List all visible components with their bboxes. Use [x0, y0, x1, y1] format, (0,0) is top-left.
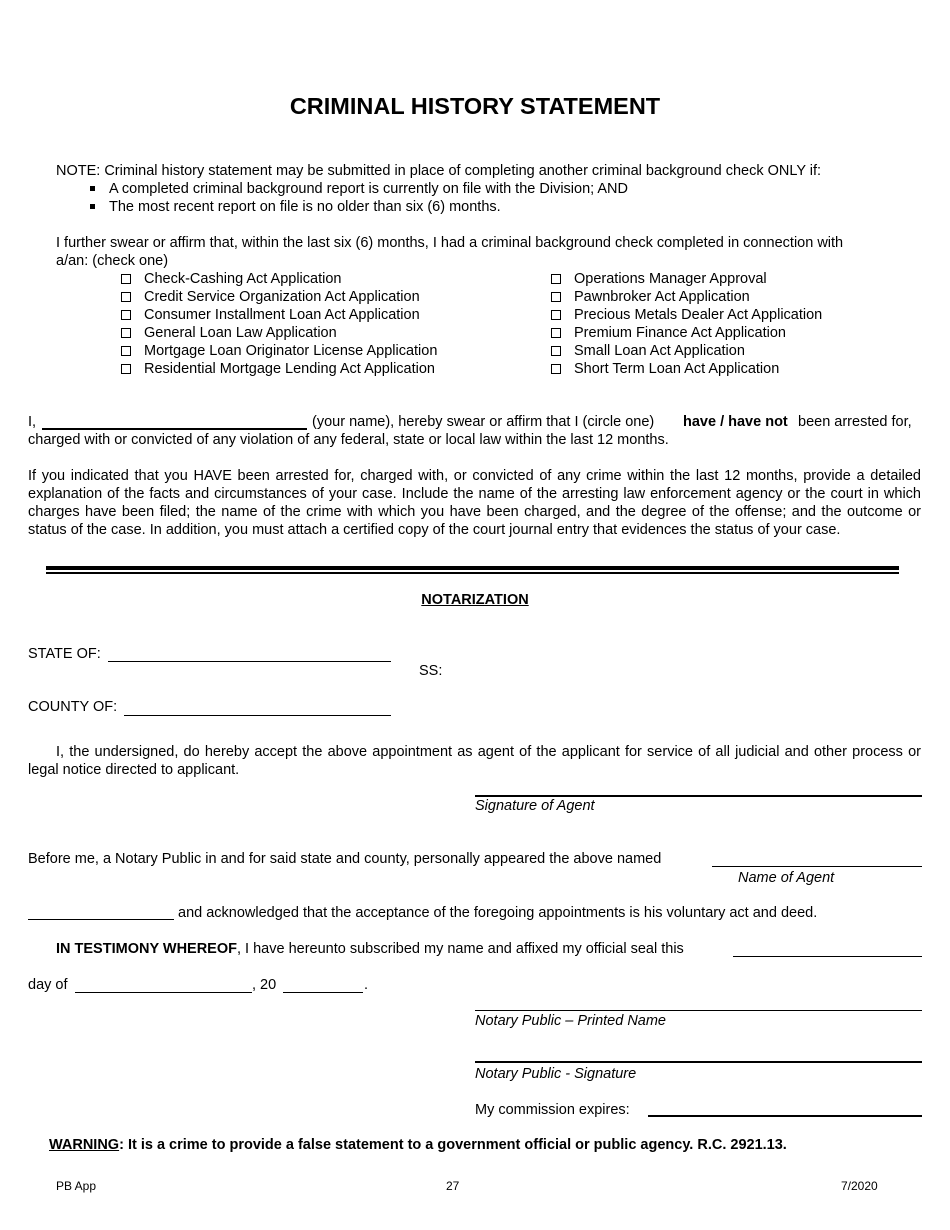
day-of-label: day of	[28, 977, 68, 993]
notary-printed-name-field[interactable]	[475, 1010, 922, 1011]
testimony-text	[56, 941, 684, 957]
checkbox-mortgage-originator[interactable]	[121, 343, 437, 359]
checkbox-label: Precious Metals Dealer Act Application	[574, 307, 823, 323]
checkbox-label: Short Term Loan Act Application	[574, 361, 780, 377]
checkbox-icon[interactable]	[121, 364, 131, 374]
testimony-bold: IN TESTIMONY WHEREOF	[56, 941, 237, 957]
checkbox-consumer-installment[interactable]	[121, 307, 420, 323]
state-label: STATE OF:	[28, 646, 101, 662]
notary-signature-label: Notary Public - Signature	[475, 1066, 637, 1082]
swear-prefix: I,	[28, 414, 37, 430]
checkbox-icon[interactable]	[551, 274, 561, 284]
note-bullet-1	[90, 181, 628, 197]
footer-page-number: 27	[446, 1179, 460, 1193]
county-field[interactable]	[124, 715, 391, 716]
checkbox-icon[interactable]	[121, 328, 131, 338]
your-name-field[interactable]	[42, 428, 307, 430]
checkbox-icon[interactable]	[551, 364, 561, 374]
agent-name-field[interactable]	[712, 866, 922, 867]
before-me-text: Before me, a Notary Public in and for said state and county, personally appeared the above named	[28, 851, 662, 867]
checkbox-label: Operations Manager Approval	[574, 271, 767, 287]
state-field[interactable]	[108, 661, 391, 662]
note-bullet-2	[90, 199, 501, 215]
checkbox-operations-manager[interactable]	[551, 271, 767, 287]
bullet-icon	[90, 186, 95, 191]
checkbox-icon[interactable]	[551, 310, 561, 320]
swear-line-2: charged with or convicted of any violation of any federal, state or local law within the last 12 months.	[28, 432, 669, 448]
name-of-agent-label: Name of Agent	[738, 870, 835, 886]
acknowledged-blank-field[interactable]	[28, 919, 174, 920]
checkbox-precious-metals[interactable]	[551, 307, 822, 323]
commission-label: My commission expires:	[475, 1102, 630, 1118]
divider-thick	[46, 566, 899, 570]
checkbox-icon[interactable]	[551, 292, 561, 302]
affirm-line-2: a/an: (check one)	[56, 253, 169, 269]
signature-of-agent-label: Signature of Agent	[475, 798, 595, 814]
testimony-rest: , I have hereunto subscribed my name and affixed my official seal this	[237, 941, 684, 957]
note-bullet-text: The most recent report on file is no older than six (6) months.	[109, 199, 501, 215]
year-field[interactable]	[283, 992, 363, 993]
checkbox-label: Consumer Installment Loan Act Application	[144, 307, 420, 323]
month-field[interactable]	[75, 992, 252, 993]
warning-label: WARNING	[49, 1137, 120, 1153]
checkbox-small-loan[interactable]	[551, 343, 745, 359]
affirm-line-1: I further swear or affirm that, within the last six (6) months, I had a criminal background check completed in connection with	[56, 235, 844, 251]
footer-date: 7/2020	[841, 1179, 878, 1193]
checkbox-label: Premium Finance Act Application	[574, 325, 786, 341]
explanation-paragraph: If you indicated that you HAVE been arrested for, charged with, or convicted of any crime within the last 12 months, provide a detailed explanation of the facts and circumstances of your case. Include the name of the arresting law enforcement agency or the court in which charges have been filed; the name of the crime with which you have been charged, and the degree of the offense; and the outcome or status of the case. In addition, you must attach a certified copy of the court journal entry that evidences the status of your case.	[28, 468, 921, 538]
county-label: COUNTY OF:	[28, 699, 118, 715]
checkbox-icon[interactable]	[121, 274, 131, 284]
checkbox-label: Credit Service Organization Act Application	[144, 289, 420, 305]
warning-text: : It is a crime to provide a false statement to a government official or public agency. R.C. 2921.13.	[119, 1137, 787, 1153]
checkbox-check-cashing[interactable]	[121, 271, 341, 287]
checkbox-label: Mortgage Loan Originator License Application	[144, 343, 438, 359]
agent-signature-field[interactable]	[475, 795, 922, 797]
warning-statement	[49, 1137, 787, 1153]
checkbox-icon[interactable]	[551, 346, 561, 356]
checkbox-label: Small Loan Act Application	[574, 343, 745, 359]
notarization-heading: NOTARIZATION	[421, 592, 529, 608]
divider-thin	[46, 572, 899, 574]
checkbox-label: Check-Cashing Act Application	[144, 271, 342, 287]
have-have-not-choice[interactable]: have / have not	[683, 414, 788, 430]
year-prefix: , 20	[252, 977, 277, 993]
checkbox-credit-service[interactable]	[121, 289, 420, 305]
undersigned-paragraph: I, the undersigned, do hereby accept the above appointment as agent of the applicant for service of all judicial and other process or legal notice directed to applicant.	[28, 744, 921, 778]
checkbox-short-term-loan[interactable]	[551, 361, 779, 377]
checkbox-premium-finance[interactable]	[551, 325, 786, 341]
checkbox-icon[interactable]	[121, 310, 131, 320]
checkbox-pawnbroker[interactable]	[551, 289, 750, 305]
checkbox-label: General Loan Law Application	[144, 325, 337, 341]
checkbox-icon[interactable]	[121, 292, 131, 302]
checkbox-general-loan[interactable]	[121, 325, 337, 341]
checkbox-residential-mortgage[interactable]	[121, 361, 435, 377]
note-bullet-text: A completed criminal background report is currently on file with the Division; AND	[109, 181, 629, 197]
testimony-day-field[interactable]	[733, 956, 922, 957]
note-intro: NOTE: Criminal history statement may be submitted in place of completing another criminal background check ONLY if:	[56, 163, 822, 179]
commission-expires-field[interactable]	[648, 1115, 922, 1117]
checkbox-icon[interactable]	[551, 328, 561, 338]
ss-label: SS:	[419, 663, 443, 679]
notary-printed-name-label: Notary Public – Printed Name	[475, 1013, 666, 1029]
checkbox-icon[interactable]	[121, 346, 131, 356]
checkbox-label: Residential Mortgage Lending Act Application	[144, 361, 435, 377]
date-period: .	[364, 977, 369, 993]
acknowledged-text: and acknowledged that the acceptance of the foregoing appointments is his voluntary act and deed.	[178, 905, 818, 921]
footer-left: PB App	[56, 1179, 97, 1193]
notary-signature-field[interactable]	[475, 1061, 922, 1063]
checkbox-label: Pawnbroker Act Application	[574, 289, 750, 305]
bullet-icon	[90, 204, 95, 209]
swear-part-2: been arrested for,	[798, 414, 912, 430]
page-title: CRIMINAL HISTORY STATEMENT	[289, 93, 661, 119]
swear-part-1: (your name), hereby swear or affirm that I (circle one)	[312, 414, 655, 430]
